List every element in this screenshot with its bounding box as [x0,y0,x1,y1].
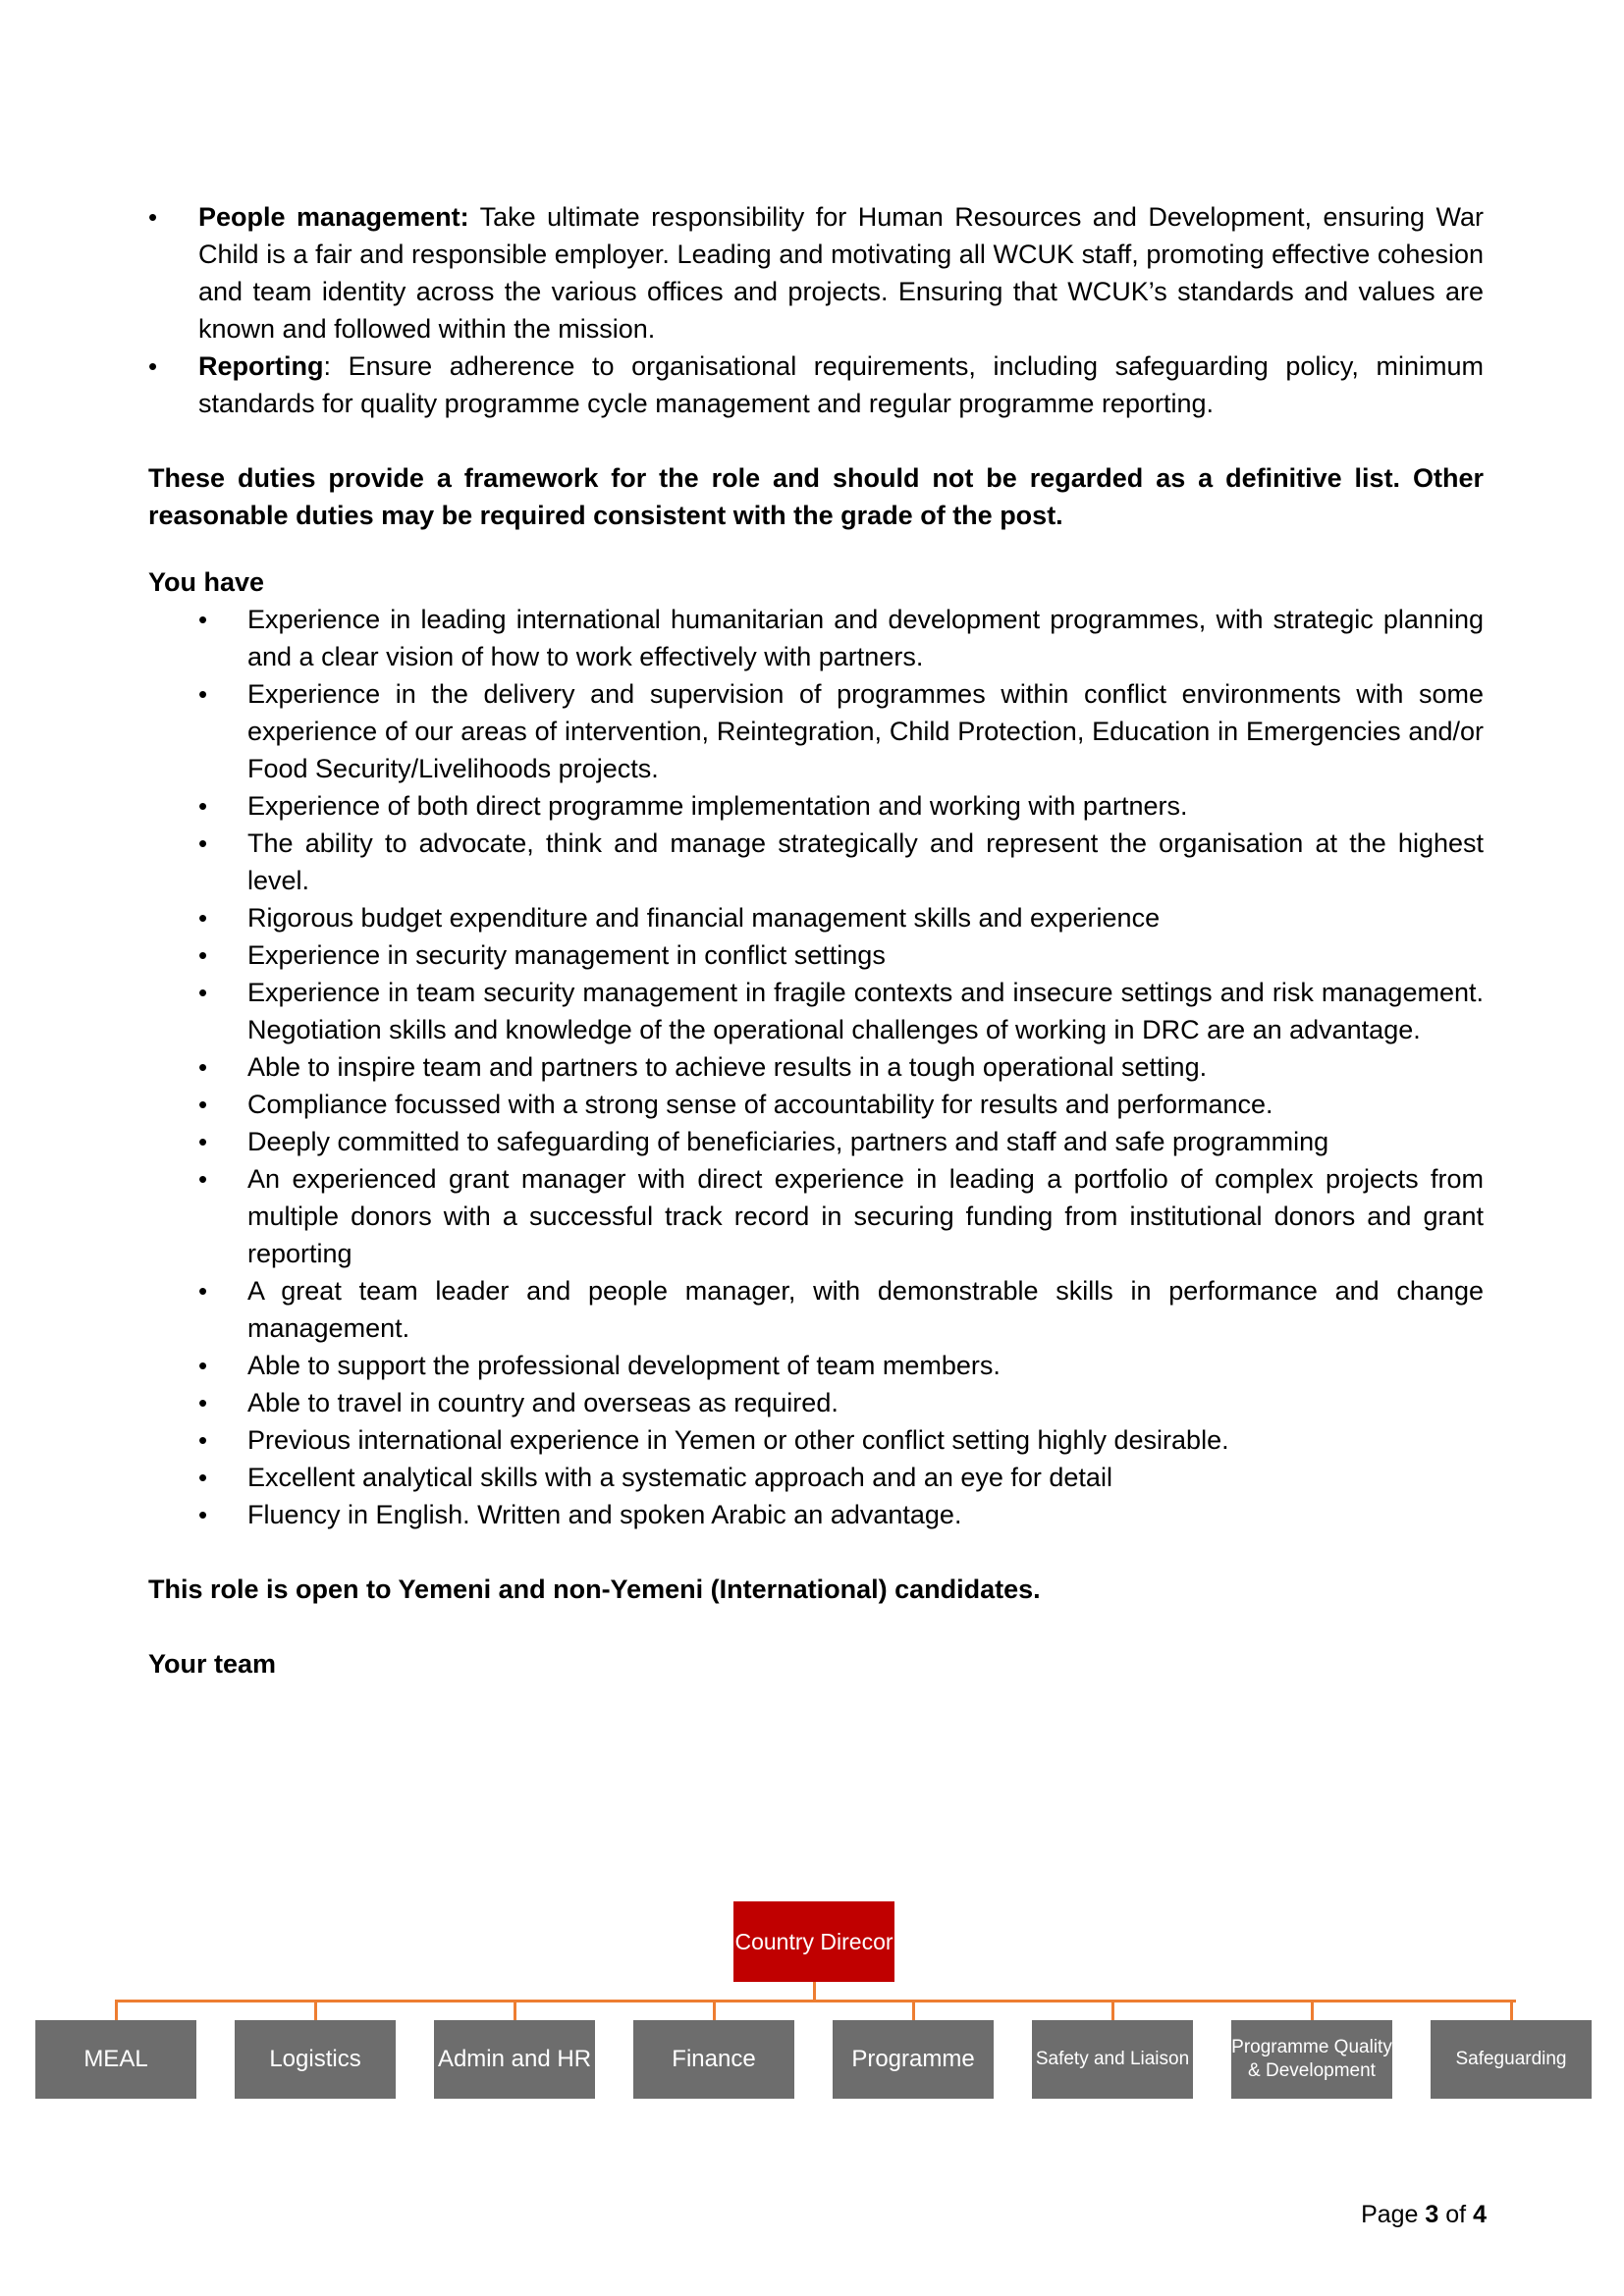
open-to-note: This role is open to Yemeni and non-Yemeni (International) candidates. [148,1575,1041,1604]
list-item: • Fluency in English. Written and spoken Arabic an advantage. [198,1496,1484,1533]
page-footer: Page 3 of 4 [1361,2201,1487,2228]
list-item: • Excellent analytical skills with a systematic approach and an eye for detail [198,1459,1484,1496]
org-box-safeguarding: Safeguarding [1431,2020,1592,2099]
connector-vertical-top [813,1982,816,2002]
org-box-finance: Finance [633,2020,794,2099]
list-item: • Experience in the delivery and supervision of programmes within conflict environments with some experience of our areas of intervention, Reintegration, Child Protection, Education in Emergencies and/or Food Security/Livelihoods projects. [198,675,1484,787]
org-box-programme-quality-development: Programme Quality & Development [1231,2020,1392,2099]
you-have-heading: You have [148,567,265,597]
org-box-meal: MEAL [35,2020,196,2099]
list-item: • Able to inspire team and partners to achieve results in a tough operational setting. [198,1048,1484,1086]
list-item: • An experienced grant manager with direct experience in leading a portfolio of complex projects from multiple donors with a successful track record in securing funding from institutional donors and grant reporting [198,1160,1484,1272]
list-item: • Able to travel in country and overseas as required. [198,1384,1484,1421]
org-box-admin-and-hr: Admin and HR [434,2020,595,2099]
duties-list [148,198,1484,422]
list-item: • Deeply committed to safeguarding of beneficiaries, partners and staff and safe programming [198,1123,1484,1160]
connector-branch [713,2000,716,2020]
connector-branch [115,2000,118,2020]
list-item: • People management: Take ultimate responsibility for Human Resources and Development, ensuring War Child is a fair and responsible employer. Leading and motivating all WCUK staff, promoting effective cohesion and team identity across the various offices and projects. Ensuring that WCUK’s standards and values are known and followed within the mission. [148,198,1484,347]
list-item: • A great team leader and people manager, with demonstrable skills in performance and change management. [198,1272,1484,1347]
connector-branch [1311,2000,1314,2020]
list-item: • Compliance focussed with a strong sense of accountability for results and performance. [198,1086,1484,1123]
team-heading: Your team [148,1649,277,1679]
org-box-logistics: Logistics [235,2020,396,2099]
connector-horizontal [116,2000,1516,2002]
list-item: • The ability to advocate, think and manage strategically and represent the organisation at the highest level. [198,825,1484,899]
list-item: • Reporting: Ensure adherence to organisational requirements, including safeguarding policy, minimum standards for quality programme cycle management and regular programme reporting. [148,347,1484,422]
list-item: • Experience in security management in conflict settings [198,936,1484,974]
connector-branch [1510,2000,1513,2020]
connector-branch [912,2000,915,2020]
you-have-list [198,601,1484,1533]
list-item: • Experience of both direct programme implementation and working with partners. [198,787,1484,825]
org-box-programme: Programme [833,2020,994,2099]
list-item: • Experience in team security management in fragile contexts and insecure settings and risk management. Negotiation skills and knowledge of the operational challenges of working in DRC are an advantage. [198,974,1484,1048]
document-body [148,198,1484,1682]
list-item: • Experience in leading international humanitarian and development programmes, with strategic planning and a clear vision of how to work effectively with partners. [198,601,1484,675]
connector-branch [314,2000,317,2020]
list-item: • Rigorous budget expenditure and financial management skills and experience [198,899,1484,936]
framework-note: These duties provide a framework for the role and should not be regarded as a definitive list. Other reasonable duties may be required consistent with the grade of the post. [148,463,1484,530]
org-box-country-director: Country Direcor [733,1901,894,1982]
connector-branch [514,2000,516,2020]
list-item: • Previous international experience in Yemen or other conflict setting highly desirable. [198,1421,1484,1459]
connector-branch [1111,2000,1114,2020]
org-box-safety-and-liaison: Safety and Liaison [1032,2020,1193,2099]
list-item: • Able to support the professional development of team members. [198,1347,1484,1384]
